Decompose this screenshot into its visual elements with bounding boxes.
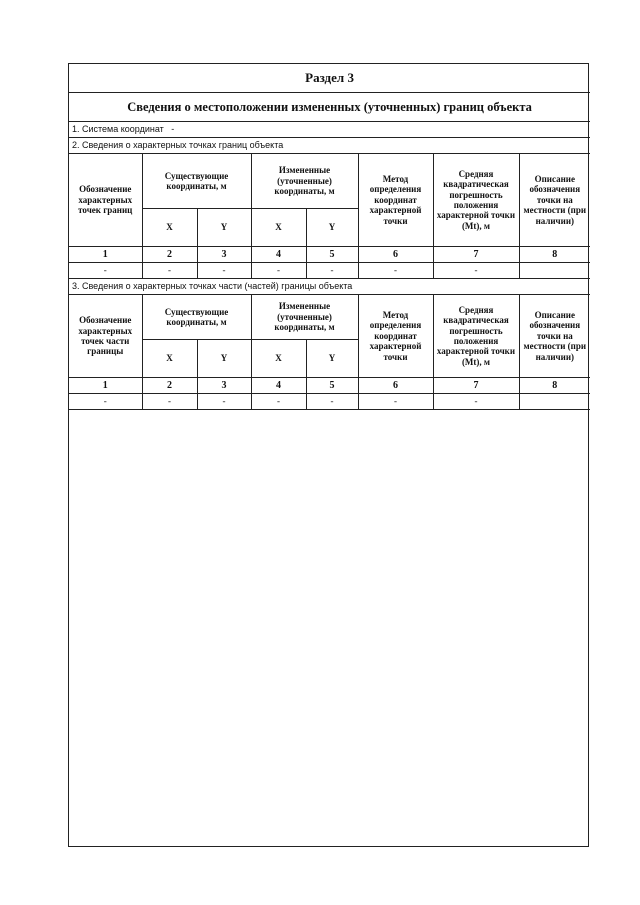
s2-col-number: 8 — [519, 247, 590, 263]
section3-heading: 3. Сведения о характерных точках части (частей) границы объекта — [69, 279, 590, 295]
s2-row-cell: - — [433, 263, 519, 279]
s2-header-description: Описание обозначения точки на местности (при наличии) — [519, 154, 590, 247]
s2-row-cell: - — [69, 263, 142, 279]
s3-col-number: 3 — [197, 378, 251, 394]
s2-header-x-existing: X — [142, 209, 197, 247]
s2-row-cell: - — [251, 263, 306, 279]
s3-col-number: 8 — [519, 378, 590, 394]
s3-col-number: 6 — [358, 378, 433, 394]
s2-header-x-changed: X — [251, 209, 306, 247]
s2-col-number: 1 — [69, 247, 142, 263]
s2-row-cell: - — [358, 263, 433, 279]
coordinate-system-label: 1. Система координат — [72, 124, 164, 135]
document-frame — [68, 63, 589, 847]
s3-header-error: Средняя квадратическая погрешность положения характерной точки (Mt), м — [433, 295, 519, 378]
s3-row-cell: - — [358, 394, 433, 410]
s3-col-number: 5 — [306, 378, 358, 394]
s2-col-number: 4 — [251, 247, 306, 263]
s2-row-cell: - — [142, 263, 197, 279]
s2-header-y-existing: Y — [197, 209, 251, 247]
s3-row-cell: - — [142, 394, 197, 410]
s3-header-description: Описание обозначения точки на местности (при наличии) — [519, 295, 590, 378]
s3-header-changed: Измененные (уточненные) координаты, м — [251, 295, 358, 340]
s2-col-number: 2 — [142, 247, 197, 263]
s3-header-designation: Обозначение характерных точек части границы — [69, 295, 142, 378]
s3-row-cell — [519, 394, 590, 410]
s2-row-cell: - — [306, 263, 358, 279]
s2-header-method: Метод определения координат характерной точки — [358, 154, 433, 247]
s2-header-error: Средняя квадратическая погрешность положения характерной точки (Mt), м — [433, 154, 519, 247]
s3-row-cell: - — [306, 394, 358, 410]
s3-header-existing: Существующие координаты, м — [142, 295, 251, 340]
s3-col-number: 7 — [433, 378, 519, 394]
s3-header-y-existing: Y — [197, 340, 251, 378]
s2-header-y-changed: Y — [306, 209, 358, 247]
coordinate-system-value: - — [171, 124, 175, 135]
s2-col-number: 7 — [433, 247, 519, 263]
s2-row-cell — [519, 263, 590, 279]
s3-header-y-changed: Y — [306, 340, 358, 378]
s2-col-number: 3 — [197, 247, 251, 263]
s2-header-designation: Обозначение характерных точек границ — [69, 154, 142, 247]
s3-row-cell: - — [251, 394, 306, 410]
s3-header-method: Метод определения координат характерной точки — [358, 295, 433, 378]
s3-col-number: 2 — [142, 378, 197, 394]
page-subtitle: Сведения о местоположении измененных (уточненных) границ объекта — [69, 93, 590, 122]
s3-row-cell: - — [197, 394, 251, 410]
s3-row-cell: - — [69, 394, 142, 410]
page-title: Раздел 3 — [69, 64, 590, 93]
s3-col-number: 4 — [251, 378, 306, 394]
section2-heading: 2. Сведения о характерных точках границ объекта — [69, 138, 590, 154]
coordinate-system-row — [69, 122, 590, 138]
section-table — [69, 64, 590, 410]
s3-row-cell: - — [433, 394, 519, 410]
s2-col-number: 5 — [306, 247, 358, 263]
s2-row-cell: - — [197, 263, 251, 279]
s3-header-x-changed: X — [251, 340, 306, 378]
s2-header-changed: Измененные (уточненные) координаты, м — [251, 154, 358, 209]
s2-col-number: 6 — [358, 247, 433, 263]
s3-header-x-existing: X — [142, 340, 197, 378]
s2-header-existing: Существующие координаты, м — [142, 154, 251, 209]
s3-col-number: 1 — [69, 378, 142, 394]
